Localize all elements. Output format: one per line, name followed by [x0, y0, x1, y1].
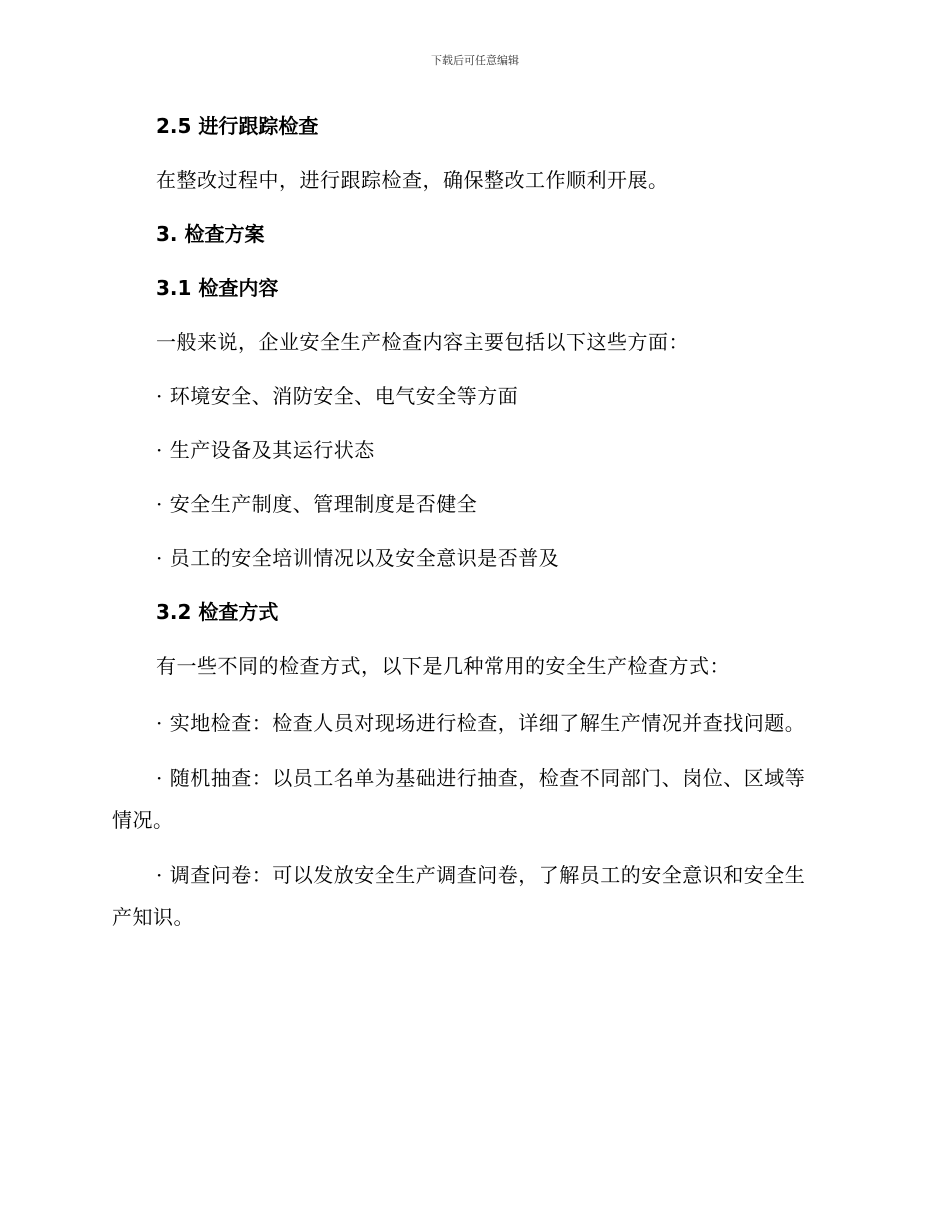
section-heading-2-5: 2.5 进行跟踪检查 — [156, 114, 319, 138]
section-heading-3-2: 3.2 检查方式 — [156, 600, 279, 624]
paragraph-methods-intro: 有一些不同的检查方式，以下是几种常用的安全生产检查方式： — [156, 654, 730, 678]
page-header-note: 下载后可任意编辑 — [431, 54, 519, 67]
list-item-environment-safety: · 环境安全、消防安全、电气安全等方面 — [156, 384, 519, 408]
list-item-on-site-check: · 实地检查：检查人员对现场进行检查，详细了解生产情况并查找问题。 — [156, 711, 806, 735]
list-item-random-check: · 随机抽查：以员工名单为基础进行抽查，检查不同部门、岗位、区域等情况。 — [112, 766, 806, 832]
list-item-questionnaire: · 调查问卷：可以发放安全生产调查问卷，了解员工的安全意识和安全生产知识。 — [112, 863, 806, 929]
paragraph-content-intro: 一般来说，企业安全生产检查内容主要包括以下这些方面： — [156, 330, 689, 354]
list-item-equipment-status: · 生产设备及其运行状态 — [156, 438, 375, 462]
section-heading-3-1: 3.1 检查内容 — [156, 276, 279, 300]
list-item-safety-systems: · 安全生产制度、管理制度是否健全 — [156, 492, 478, 516]
paragraph-tracking-check: 在整改过程中，进行跟踪检查，确保整改工作顺利开展。 — [156, 168, 669, 192]
document-body — [112, 108, 822, 951]
section-heading-3: 3. 检查方案 — [156, 222, 265, 246]
list-item-staff-training: · 员工的安全培训情况以及安全意识是否普及 — [156, 546, 560, 570]
